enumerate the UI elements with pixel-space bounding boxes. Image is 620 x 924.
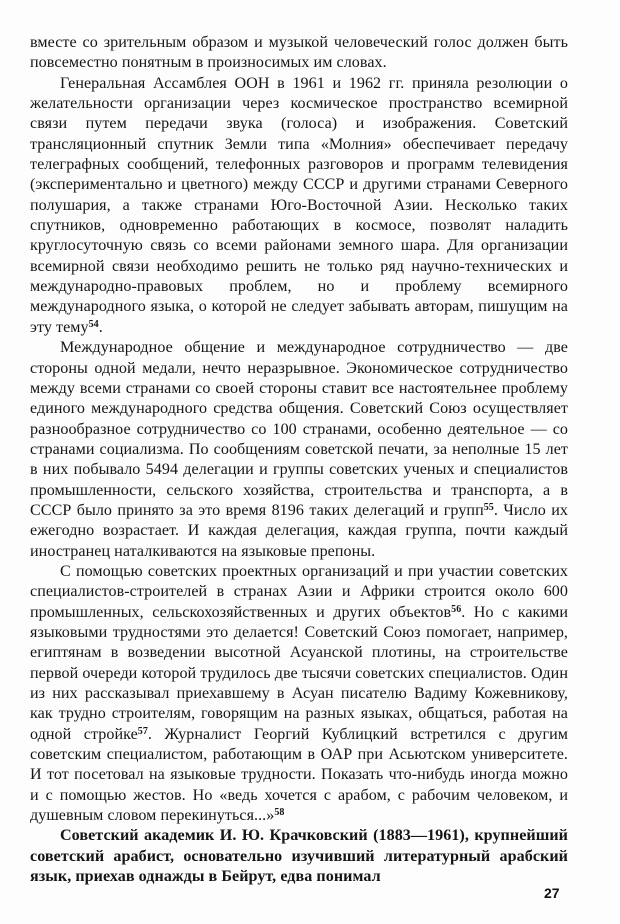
paragraph-text: С помощью советских проектных организаций и при участии советских специалистов-строителей в странах Азии и Африки строится около 600 промышленных, сельскохозяйственных и других объектов bbox=[30, 562, 568, 621]
footnote-marker: 58 bbox=[274, 807, 285, 819]
footnote-marker: 57 bbox=[137, 725, 148, 737]
page-number: 27 bbox=[544, 885, 560, 901]
paragraph-text: . Журналист Георгий Кублицкий встретился с другим советским специалистом, работающим в ОАР при Асьютском университете. И тот посетовал на языковые трудности. Показать что-нибудь иногда можно и с помощью жестов. Но «ведь хочется с арабом, с рабочим человеком, и душевным словом перекинуться...» bbox=[30, 725, 568, 825]
paragraph-text: . Число их ежегодно возрастает. И каждая делегация, каждая группа, почти каждый иностранец наталкиваются на языковые препоны. bbox=[30, 501, 568, 560]
footnote-marker: 54 bbox=[88, 318, 99, 330]
footnote-marker: 55 bbox=[483, 501, 494, 513]
paragraph-text: . bbox=[98, 318, 103, 336]
paragraph-text: Международное общение и международное сотрудничество — две стороны одной медали, нечто неразрывное. Экономическое сотрудничество между всеми странами со своей стороны ставит все настоятельнее проблему единого международного средства общения. Советский Союз осуществляет разнообразное сотрудничество со 100 странами, особенно деятельное — со странами социализма. По сообщениям советской печати, за неполные 15 лет в них побывало 5494 делегации и группы советских ученых и специалистов промышленности, сельского хозяйства, строительства и транспорта, а в СССР было принято за это время 8196 таких делегаций и групп bbox=[30, 339, 568, 519]
paragraph-text: Генеральная Ассамблея ООН в 1961 и 1962 гг. приняла резолюции о желательности организации через космическое пространство всемирной связи путем передачи звука (голоса) и изображения. Советский трансляционный спутник Земли типа «Молния» обеспечивает передачу телеграфных сообщений, телефонных разговоров и программ телевидения (экспериментально и цветного) между СССР и другими странами Северного полушария, а также странами Юго-Восточной Азии. Несколько таких спутников, одновременно работающих в космосе, позволят наладить круглосуточную связь со всеми районами земного шара. Для организации всемирной связи необходимо решить не только ряд научно-технических и международно-правовых проблем, но и проблему всемирного международного языка, о которой не следует забывать авторам, пишущим на эту тему bbox=[30, 74, 568, 336]
body-text bbox=[30, 33, 568, 887]
footnote-marker: 56 bbox=[451, 603, 462, 615]
paragraph-text: вместе со зрительным образом и музыкой человеческий голос должен быть повсеместно понятным в произносимых им словах. bbox=[30, 34, 568, 72]
paragraph bbox=[30, 33, 568, 74]
paragraph-text: . Но с какими языковыми трудностями это делается! Советский Союз помогает, например, египтянам в возведении высотной Асуанской плотины, на строительстве первой очереди которой трудилось две тысячи советских специалистов. Один из них рассказывал приехавшему в Асуан писателю Вадиму Кожевникову, как трудно строителям, говорящим на разных языках, общаться, работая на одной стройке bbox=[30, 603, 568, 743]
paragraph bbox=[30, 562, 568, 826]
paragraph bbox=[30, 826, 568, 887]
paragraph bbox=[30, 338, 568, 562]
paragraph-text: Советский академик И. Ю. Крачковский (1883—1961), крупнейший советский арабист, основательно изучивший литературный арабский язык, приехав однажды в Бейрут, едва понимал bbox=[30, 827, 568, 886]
paragraph bbox=[30, 74, 568, 338]
